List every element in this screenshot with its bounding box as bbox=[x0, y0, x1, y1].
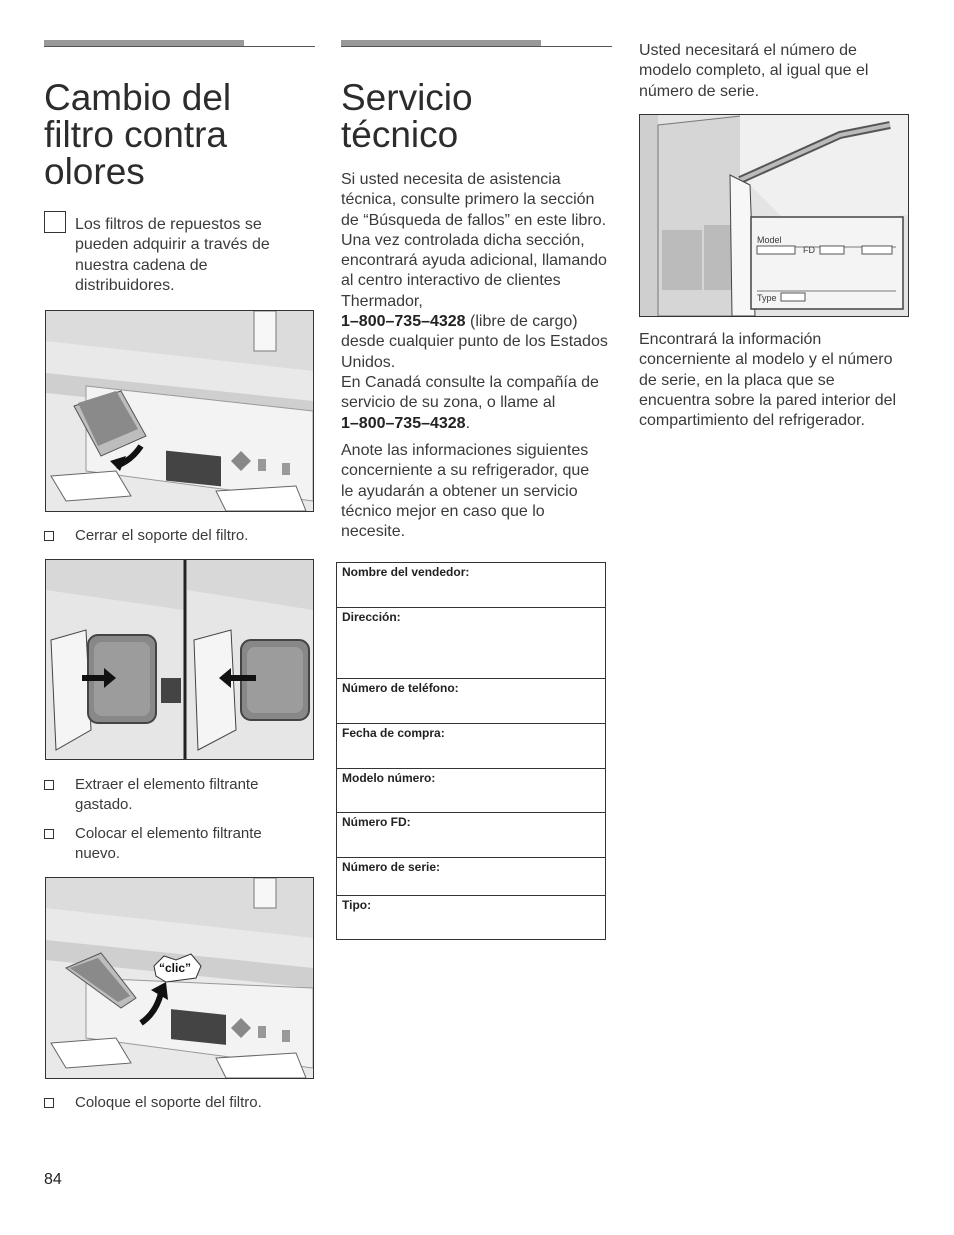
title-line: técnico bbox=[341, 114, 459, 155]
title-line: Servicio bbox=[341, 77, 473, 118]
checkbox-icon bbox=[44, 531, 54, 541]
field-model[interactable]: Modelo número: bbox=[337, 769, 606, 813]
field-serial[interactable]: Número de serie: bbox=[337, 858, 606, 896]
note-icon bbox=[44, 211, 66, 233]
field-address[interactable]: Dirección: bbox=[337, 608, 606, 679]
field-fd[interactable]: Número FD: bbox=[337, 813, 606, 858]
plate-model-label: Model bbox=[757, 235, 782, 245]
service-paragraph: Si usted necesita de asistencia técnica, consulte primero la sección de “Búsqueda de fallos” en este libro. Una vez controlada dicha sección, encontrará ayuda adicional, llamando al centro interactivo de clientes Thermador, 1–800–735–4328 (libre de cargo) desde cualquier punto de los Estados Unidos. En Canadá consulte la compañía de servicio de su zona, o llame al 1–800–735–4328. bbox=[341, 171, 608, 432]
field-purchase-date[interactable]: Fecha de compra: bbox=[337, 724, 606, 769]
service-info-form bbox=[336, 562, 606, 940]
step-remove-old: Extraer el elemento filtrante gastado. bbox=[75, 776, 259, 814]
plate-type-label: Type bbox=[757, 293, 777, 303]
section-title-service bbox=[341, 79, 473, 153]
top-rule-col2 bbox=[341, 46, 612, 47]
plate-fd-label: FD bbox=[803, 245, 815, 255]
checkbox-icon bbox=[44, 780, 54, 790]
phone-number-canada: 1–800–735–4328 bbox=[341, 414, 466, 432]
checkbox-icon bbox=[44, 1098, 54, 1108]
field-phone[interactable]: Número de teléfono: bbox=[337, 679, 606, 724]
model-intro: Usted necesitará el número de modelo completo, al igual que el número de serie. bbox=[639, 42, 869, 100]
figure-close-holder bbox=[45, 310, 314, 512]
top-rule-col1 bbox=[44, 46, 315, 47]
title-line: Cambio del bbox=[44, 77, 232, 118]
record-info-paragraph: Anote las informaciones siguientes concerniente a su refrigerador, que le ayudarán a obtener un servicio técnico mejor en caso que lo necesite. bbox=[341, 442, 590, 541]
section-title-filter bbox=[44, 79, 231, 190]
title-line: filtro contra bbox=[44, 114, 228, 155]
service-text: Si usted necesita de asistencia técnica, consulte primero la sección de “Búsqueda de fallos” en este libro. Una vez controlada dicha sección, encontrará ayuda adicional, llamando al centro interactivo de clientes Thermador, bbox=[341, 171, 607, 310]
field-type[interactable]: Tipo: bbox=[337, 896, 606, 940]
service-text-us: (libre de cargo) desde cualquier punto de los Estados Unidos. bbox=[341, 313, 608, 371]
clic-label: “clic” bbox=[159, 961, 192, 975]
checkbox-icon bbox=[44, 829, 54, 839]
phone-number-us: 1–800–735–4328 bbox=[341, 313, 466, 331]
figure-attach-holder bbox=[45, 877, 314, 1079]
service-text-canada: En Canadá consulte la compañía de servicio de su zona, o llame al bbox=[341, 373, 599, 412]
replacement-note: Los filtros de repuestos se pueden adquirir a través de nuestra cadena de distribuidores. bbox=[75, 216, 270, 294]
step-attach-holder: Coloque el soporte del filtro. bbox=[75, 1094, 262, 1111]
plate-location-text: Encontrará la información concerniente al modelo y el número de serie, en la placa que se encuentra sobre la pared interior del compartimiento del refrigerador. bbox=[639, 331, 897, 430]
page-number: 84 bbox=[44, 1171, 62, 1188]
figure-rating-plate bbox=[639, 114, 909, 317]
step-insert-new: Colocar el elemento filtrante nuevo. bbox=[75, 825, 262, 863]
step-close-holder: Cerrar el soporte del filtro. bbox=[75, 527, 249, 544]
title-line: olores bbox=[44, 151, 145, 192]
figure-replace-element bbox=[45, 559, 314, 760]
field-vendor[interactable]: Nombre del vendedor: bbox=[337, 563, 606, 608]
